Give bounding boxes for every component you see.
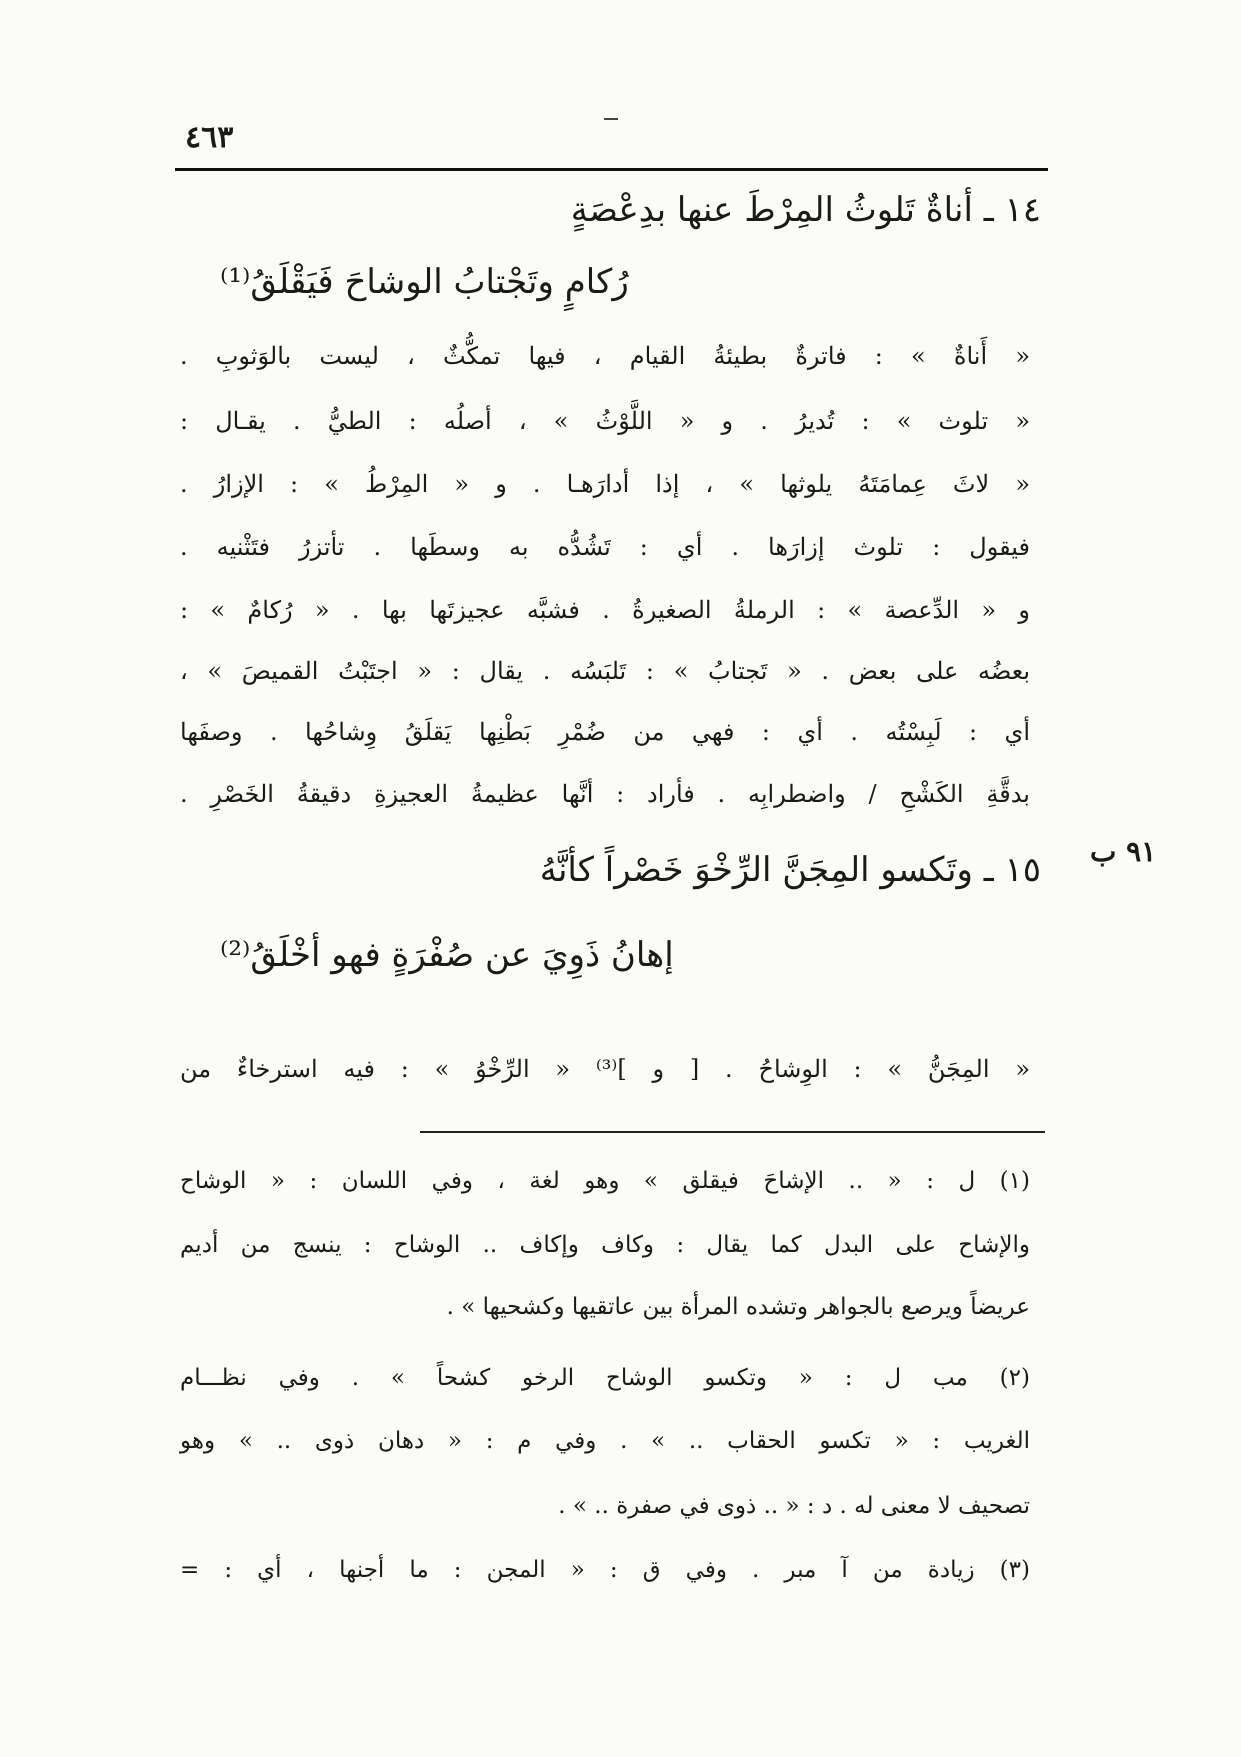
page-number: ٤٦٣: [185, 120, 234, 155]
footnote-line: الغريب : « تكسو الحقاب .. » . وفي م : « دهان ذوى .. » وهو: [180, 1428, 1030, 1454]
manuscript-folio-note: ٩١ ب: [1090, 835, 1157, 868]
header-rule: [175, 168, 1048, 171]
footnote-line: تصحيف لا معنى له . د : « .. ذوى في صفرة .. » .: [558, 1493, 1030, 1519]
footnote-line: (٢) مب ل : « وتكسو الوشاح الرخو كشحاً » . وفي نظـــام: [180, 1365, 1030, 1391]
verse-15-line-2: إهانُ ذَوِيَ عن صُفْرَةٍ فهو أخْلَقُ⁽²⁾: [220, 935, 674, 975]
commentary-line: « تلوث » : تُديرُ . و « اللَّوْثُ » ، أصلُه : الطيُّ . يقـال :: [180, 407, 1030, 435]
footnote-line: (١) ل : « .. الإشاحَ فيقلق » وهو لغة ، وفي اللسان : « الوشاح: [180, 1168, 1030, 1194]
commentary-line: أي : لَبِسْتُه . أي : فهي من ضُمْرِ بَطْنِها يَقلَقُ وِشاحُها . وصفَها: [180, 718, 1030, 746]
commentary-line: فيقول : تلوث إزارَها . أي : تَشُدُّه به وسطَها . تأتزرُ فتَثْنيه .: [180, 533, 1030, 561]
verse-14-line-1: ١٤ ـ أناةٌ تَلوثُ المِرْطَ عنها بدِعْصَةٍ: [570, 190, 1041, 230]
footnote-line: (٣) زيادة من آ مبر . وفي ق : « المجن : ما أجنها ، أي : =: [180, 1557, 1030, 1583]
commentary-line: « لاثَ عِمامَتَهُ يلوثها » ، إذا أدارَهـا . و « المِرْطُ » : الإزارُ .: [180, 470, 1030, 498]
verse-15-line-1: ١٥ ـ وتَكسو المِجَنَّ الرِّخْوَ خَصْراً كأنَّهُ: [539, 850, 1041, 890]
verse-14-line-2: رُكامٍ وتَجْتابُ الوشاحَ فَيَقْلَقُ⁽¹⁾: [220, 262, 629, 302]
footnote-line: عريضاً ويرصع بالجواهر وتشده المرأة بين عاتقيها وكشحيها » .: [446, 1294, 1030, 1320]
top-mark: [604, 118, 618, 120]
commentary-line: « أَناةٌ » : فاترةٌ بطيئةُ القيام ، فيها تمكُّثٌ ، ليست بالوَثوبِ .: [180, 342, 1030, 370]
commentary-line: « المِجَنُّ » : الوِشاحُ . [ و ]⁽³⁾ « الرِّخْوُ » : فيه استرخاءٌ من: [180, 1055, 1031, 1083]
commentary-line: بدقَّةِ الكَشْحِ / واضطرابِه . فأراد : أنَّها عظيمةُ العجيزةِ دقيقةُ الخَصْرِ .: [180, 780, 1030, 808]
footnote-rule: [420, 1131, 1045, 1133]
commentary-line: بعضُه على بعض . « تَجتابُ » : تَلبَسُه . يقال : « اجتَبْتُ القميصَ » ،: [180, 657, 1030, 685]
commentary-line: و « الدِّعصة » : الرملةُ الصغيرةُ . فشبَّه عجيزتَها بها . « رُكامٌ » :: [180, 596, 1030, 624]
footnote-line: والإشاح على البدل كما يقال : وكاف وإكاف .. الوشاح : ينسج من أديم: [180, 1232, 1030, 1258]
